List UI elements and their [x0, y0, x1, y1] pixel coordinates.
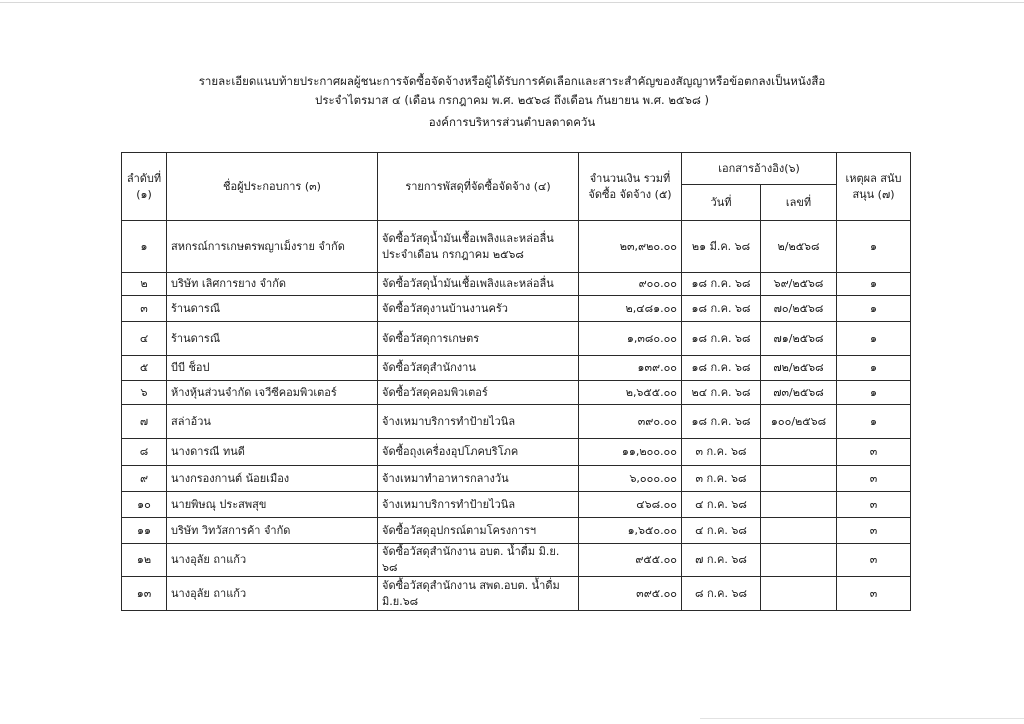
- header-reference-group: เอกสารอ้างอิง(๖): [682, 153, 837, 185]
- reference-number: [761, 544, 837, 577]
- document-title: รายละเอียดแนบท้ายประกาศผลผู้ชนะการจัดซื้อจัดจ้างหรือผู้ได้รับการคัดเลือกและสาระสำคัญของสัญญาหรือข้อตกลงเป็นหนังสือ: [198, 74, 826, 88]
- row-number: ๑๒: [122, 544, 167, 577]
- item-description: จัดซื้อวัสดุสำนักงาน สพด.อบต. น้ำดื่ม มิ.ย.๖๘: [378, 577, 579, 611]
- reference-date: ๒๑ มี.ค. ๖๘: [682, 221, 761, 273]
- amount: ๑,๓๘๐.๐๐: [579, 322, 682, 356]
- reason-code: ๓: [837, 544, 911, 577]
- amount: ๓๙๐.๐๐: [579, 405, 682, 439]
- row-number: ๖: [122, 381, 167, 405]
- item-description: จัดซื้อวัสดุสำนักงาน อบต. น้ำดื่ม มิ.ย. ๖๘: [378, 544, 579, 577]
- reason-code: ๓: [837, 518, 911, 544]
- item-description: จ้างเหมาบริการทำป้ายไวนิล: [378, 405, 579, 439]
- item-description: จัดซื้อวัสดุน้ำมันเชื้อเพลิงและหล่อลื่น: [378, 273, 579, 296]
- table-row: [122, 322, 911, 356]
- row-number: ๒: [122, 273, 167, 296]
- header-item: รายการพัสดุที่จัดซื้อจัดจ้าง (๔): [378, 153, 579, 221]
- reference-number: [761, 518, 837, 544]
- reason-code: ๓: [837, 466, 911, 492]
- vendor-name: ร้านดารณี: [167, 296, 378, 322]
- amount: ๑๑,๒๐๐.๐๐: [579, 439, 682, 466]
- amount: ๒,๔๘๑.๐๐: [579, 296, 682, 322]
- row-number: ๙: [122, 466, 167, 492]
- reason-code: ๑: [837, 405, 911, 439]
- row-number: ๑๐: [122, 492, 167, 518]
- table-row: [122, 492, 911, 518]
- vendor-name: นายพิษณุ ประสพสุข: [167, 492, 378, 518]
- amount: ๑,๖๕๐.๐๐: [579, 518, 682, 544]
- vendor-name: สล่าอ้วน: [167, 405, 378, 439]
- reference-number: ๒/๒๕๖๘: [761, 221, 837, 273]
- vendor-name: นางอุลัย ถาแก้ว: [167, 577, 378, 611]
- reference-date: ๘ ก.ค. ๖๘: [682, 577, 761, 611]
- reference-number: [761, 439, 837, 466]
- vendor-name: นางกรองกานต์ น้อยเมือง: [167, 466, 378, 492]
- amount: ๙๕๕.๐๐: [579, 544, 682, 577]
- table-row: [122, 466, 911, 492]
- table-row: [122, 273, 911, 296]
- reference-date: ๔ ก.ค. ๖๘: [682, 518, 761, 544]
- amount: ๖,๐๐๐.๐๐: [579, 466, 682, 492]
- row-number: ๑๓: [122, 577, 167, 611]
- item-description: จัดซื้อวัสดุน้ำมันเชื้อเพลิงและหล่อลื่น ประจำเดือน กรกฎาคม ๒๕๖๘: [378, 221, 579, 273]
- reference-number: ๑๐๐/๒๕๖๘: [761, 405, 837, 439]
- document-period: ประจำไตรมาส ๔ (เดือน กรกฎาคม พ.ศ. ๒๕๖๘ ถึงเดือน กันยายน พ.ศ. ๒๕๖๘ ): [315, 93, 709, 107]
- reference-date: ๓ ก.ค. ๖๘: [682, 466, 761, 492]
- table-row: [122, 405, 911, 439]
- reason-code: ๓: [837, 492, 911, 518]
- reference-date: ๓ ก.ค. ๖๘: [682, 439, 761, 466]
- reason-code: ๓: [837, 577, 911, 611]
- table-row: [122, 296, 911, 322]
- header-vendor: ชื่อผู้ประกอบการ (๓): [167, 153, 378, 221]
- reference-number: ๗๐/๒๕๖๘: [761, 296, 837, 322]
- scan-edge-bottom: [700, 718, 1024, 719]
- reference-number: ๗๓/๒๕๖๘: [761, 381, 837, 405]
- item-description: จัดซื้อวัสดุสำนักงาน: [378, 356, 579, 381]
- item-description: จ้างเหมาบริการทำป้ายไวนิล: [378, 492, 579, 518]
- vendor-name: บริษัท วิทวัสการค้า จำกัด: [167, 518, 378, 544]
- header-no: ลำดับที่ (๑): [122, 153, 167, 221]
- reason-code: ๑: [837, 273, 911, 296]
- header-row-top: [122, 153, 911, 185]
- row-number: ๗: [122, 405, 167, 439]
- table-row: [122, 544, 911, 577]
- amount: ๓๙๕.๐๐: [579, 577, 682, 611]
- table-row: [122, 221, 911, 273]
- item-description: จัดซื้อถุงเครื่องอุปโภคบริโภค: [378, 439, 579, 466]
- table-row: [122, 439, 911, 466]
- row-number: ๑: [122, 221, 167, 273]
- amount: ๒๓,๙๒๐.๐๐: [579, 221, 682, 273]
- amount: ๑๓๙.๐๐: [579, 356, 682, 381]
- header-reason: เหตุผล สนับ สนุน (๗): [837, 153, 911, 221]
- vendor-name: สหกรณ์การเกษตรพญาเม็งราย จำกัด: [167, 221, 378, 273]
- item-description: จัดซื้อวัสดุคอมพิวเตอร์: [378, 381, 579, 405]
- vendor-name: บริษัท เลิศการยาง จำกัด: [167, 273, 378, 296]
- reference-date: ๒๔ ก.ค. ๖๘: [682, 381, 761, 405]
- amount: ๔๖๘.๐๐: [579, 492, 682, 518]
- procurement-table: [121, 152, 911, 611]
- reason-code: ๓: [837, 439, 911, 466]
- reason-code: ๑: [837, 322, 911, 356]
- reference-number: [761, 466, 837, 492]
- scan-edge-top: [0, 2, 1024, 3]
- reference-date: ๑๘ ก.ค. ๖๘: [682, 405, 761, 439]
- amount: ๒,๖๕๕.๐๐: [579, 381, 682, 405]
- header-amount: จำนวนเงิน รวมที่ จัดซื้อ จัดจ้าง (๕): [579, 153, 682, 221]
- item-description: จัดซื้อวัสดุอุปกรณ์ตามโครงการฯ: [378, 518, 579, 544]
- table-row: [122, 381, 911, 405]
- row-number: ๓: [122, 296, 167, 322]
- reference-date: ๗ ก.ค. ๖๘: [682, 544, 761, 577]
- table-row: [122, 577, 911, 611]
- document-organization: องค์การบริหารส่วนตำบลดาดควัน: [428, 115, 596, 129]
- reference-number: [761, 492, 837, 518]
- item-description: จัดซื้อวัสดุการเกษตร: [378, 322, 579, 356]
- header-ref-number: เลขที่: [761, 185, 837, 221]
- vendor-name: ห้างหุ้นส่วนจำกัด เจวีซีคอมพิวเตอร์: [167, 381, 378, 405]
- amount: ๙๐๐.๐๐: [579, 273, 682, 296]
- header-ref-date: วันที่: [682, 185, 761, 221]
- item-description: จ้างเหมาทำอาหารกลางวัน: [378, 466, 579, 492]
- item-description: จัดซื้อวัสดุงานบ้านงานครัว: [378, 296, 579, 322]
- vendor-name: นางดารณี ทนดี: [167, 439, 378, 466]
- reference-date: ๑๘ ก.ค. ๖๘: [682, 322, 761, 356]
- table-row: [122, 356, 911, 381]
- reference-number: ๗๒/๒๕๖๘: [761, 356, 837, 381]
- reference-number: [761, 577, 837, 611]
- reference-number: ๗๑/๒๕๖๘: [761, 322, 837, 356]
- row-number: ๘: [122, 439, 167, 466]
- reference-date: ๑๘ ก.ค. ๖๘: [682, 273, 761, 296]
- row-number: ๕: [122, 356, 167, 381]
- reference-number: ๖๙/๒๕๖๘: [761, 273, 837, 296]
- vendor-name: ร้านดารณี: [167, 322, 378, 356]
- reference-date: ๑๘ ก.ค. ๖๘: [682, 296, 761, 322]
- vendor-name: บีบี ช็อป: [167, 356, 378, 381]
- table-row: [122, 518, 911, 544]
- row-number: ๑๑: [122, 518, 167, 544]
- vendor-name: นางอุลัย ถาแก้ว: [167, 544, 378, 577]
- reason-code: ๑: [837, 296, 911, 322]
- reason-code: ๑: [837, 221, 911, 273]
- row-number: ๔: [122, 322, 167, 356]
- reference-date: ๔ ก.ค. ๖๘: [682, 492, 761, 518]
- reason-code: ๑: [837, 356, 911, 381]
- reason-code: ๑: [837, 381, 911, 405]
- table-body: [122, 221, 911, 611]
- reference-date: ๑๘ ก.ค. ๖๘: [682, 356, 761, 381]
